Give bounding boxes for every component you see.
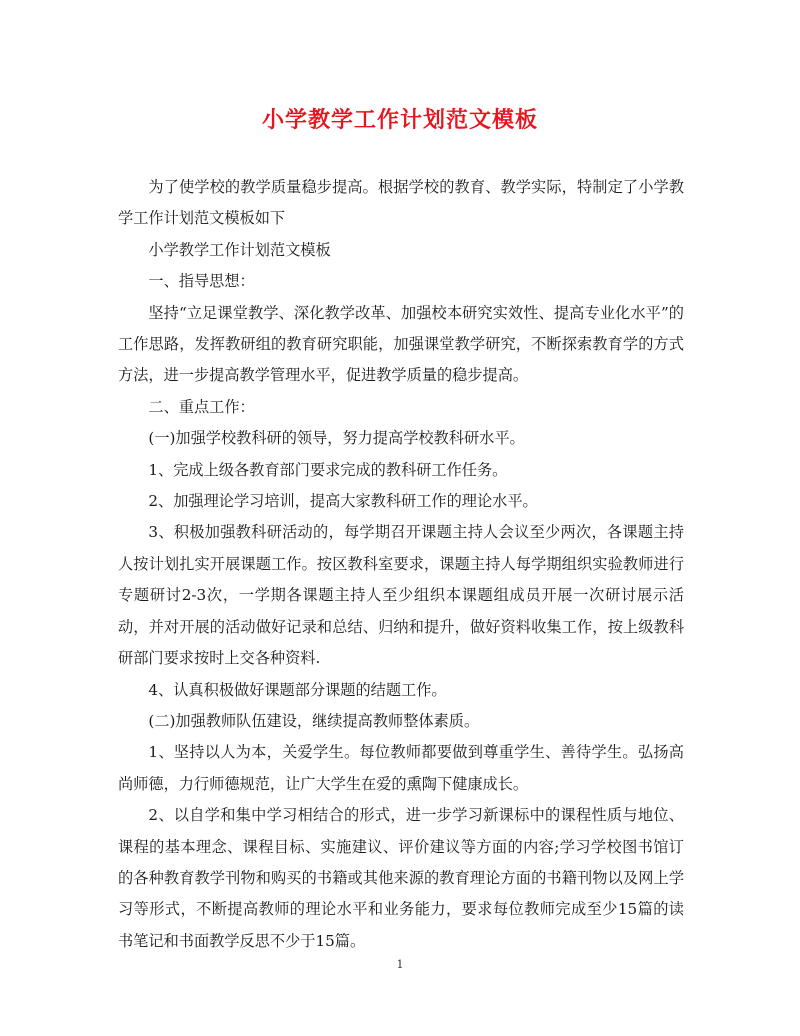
subsection-heading-teachers: (二)加强教师队伍建设，继续提高教师整体素质。 [148,711,480,730]
section-heading-guiding-ideology: 一、指导思想： [148,272,255,291]
list-item-research-1: 1、完成上级各教育部门要求完成的教科研工作任务。 [148,460,508,479]
subsection-heading-research: (一)加强学校教科研的领导，努力提高学校教科研水平。 [148,429,525,448]
list-item-teachers-2: 2、以自学和集中学习相结合的形式，进一步学习新课标中的课程性质与地位、课程的基本理念、课程目标、实施建议、评价建议等方面的内容;学习学校图书馆订的各种教育教学刊物和购买的书籍或其他来源的教育理论方面的书籍刊物以及网上学习等形式，不断提高教师的理论水平和业务能力，要求每位教师完成至少15篇的读书笔记和书面教学反思不少于15篇。 [118,806,684,950]
page-number: 1 [396,958,404,971]
list-item-teachers-1: 1、坚持以人为本，关爱学生。每位教师都要做到尊重学生、善待学生。弘扬高尚师德，力行师德规范，让广大学生在爱的熏陶下健康成长。 [118,743,684,793]
paragraph-subtitle: 小学教学工作计划范文模板 [148,240,331,259]
list-item-research-4: 4、认真积极做好课题部分课题的结题工作。 [148,680,447,699]
list-item-research-3: 3、积极加强教科研活动的，每学期召开课题主持人会议至少两次，各课题主持人按计划扎实开展课题工作。按区教科室要求，课题主持人每学期组织实验教师进行专题研讨2-3次，一学期各课题主持人至少组织本课题组成员开展一次研讨展示活动，并对开展的活动做好记录和总结、归纳和提升，做好资料收集工作，按上级教科研部门要求按时上交各种资料. [118,523,684,668]
document-body [118,172,684,957]
document-title: 小学教学工作计划范文模板 [261,107,538,133]
paragraph-guiding-ideology: 坚持“立足课堂教学、深化教学改革、加强校本研究实效性、提高专业化水平”的工作思路，发挥教研组的教育研究职能，加强课堂教学研究，不断探索教育学的方式方法，进一步提高教学管理水平，促进教学质量的稳步提高。 [118,303,684,385]
section-heading-key-work: 二、重点工作： [148,397,255,416]
paragraph-intro: 为了使学校的教学质量稳步提高。根据学校的教育、教学实际，特制定了小学教学工作计划范文模板如下 [118,178,684,228]
list-item-research-2: 2、加强理论学习培训，提高大家教科研工作的理论水平。 [148,492,538,511]
